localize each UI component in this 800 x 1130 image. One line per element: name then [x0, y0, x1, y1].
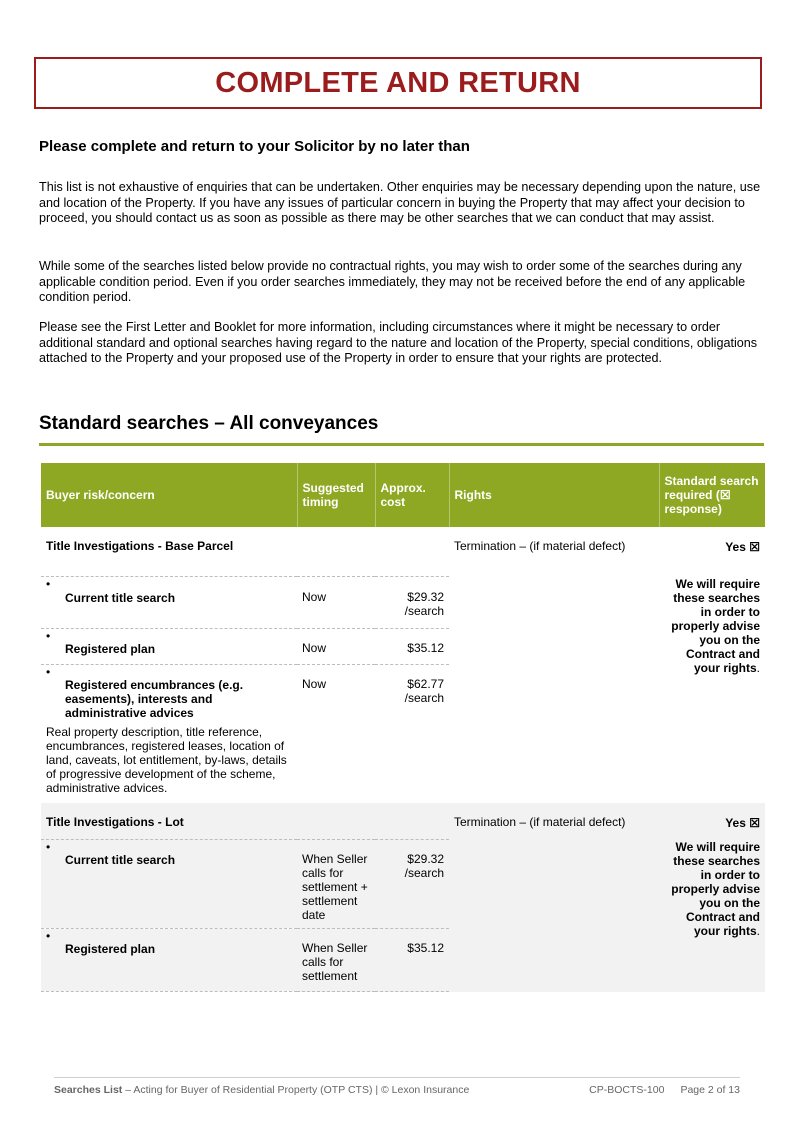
search-description: Real property description, title reference, encumbrances, registered leases, location of land, caveats, lot entitlement, by-laws, details of progressive development of the scheme, administrative advices. — [46, 725, 287, 795]
search-timing: Now — [297, 665, 375, 724]
search-name: • Current title search — [41, 840, 297, 929]
search-name: • Registered plan — [41, 929, 297, 992]
section-divider — [39, 443, 764, 446]
header-timing: Suggested timing — [297, 463, 375, 527]
intro-paragraph-3: Please see the First Letter and Booklet for more information, including circumstances where it might be necessary to order additional standard and optional searches having regard to the nature and location of the Property, special conditions, obligations attached to the Property and your proposed use of the Property in order to ensure that your rights are protected. — [39, 320, 758, 366]
search-timing: When Seller calls for settlement — [297, 929, 375, 992]
required-checkbox: Yes ☒ — [725, 540, 760, 554]
group-title: Title Investigations - Lot — [41, 803, 297, 840]
group-title: Title Investigations - Base Parcel — [46, 539, 234, 553]
require-note: We will require these searches in order to properly advise you on the Contract and your rights. — [659, 840, 765, 992]
search-name: • Registered plan — [41, 629, 297, 665]
bullet: • — [46, 665, 51, 679]
table-row — [41, 840, 765, 929]
title-banner — [34, 57, 762, 109]
search-timing: Now — [297, 577, 375, 629]
required-checkbox: Yes ☒ — [659, 803, 765, 840]
rights-text: Termination – (if material defect) — [454, 539, 626, 553]
bullet: • — [46, 629, 51, 643]
footer-doc-code: CP-BOCTS-100 — [589, 1084, 665, 1096]
section-title: Standard searches – All conveyances — [39, 413, 379, 434]
search-timing: Now — [297, 629, 375, 665]
bullet: • — [46, 840, 51, 854]
page-footer — [54, 1077, 740, 1096]
group-title-row — [41, 527, 765, 577]
footer-page-number: Page 2 of 13 — [680, 1084, 740, 1096]
search-cost: $29.32 /search — [375, 840, 449, 929]
bullet: • — [46, 929, 51, 943]
search-cost: $35.12 — [375, 629, 449, 665]
search-cost: $29.32 /search — [375, 577, 449, 629]
search-cost: $62.77 /search — [375, 665, 449, 724]
header-cost: Approx. cost — [375, 463, 449, 527]
footer-page-info — [589, 1084, 740, 1096]
return-instructions-heading: Please complete and return to your Solicitor by no later than — [39, 138, 470, 155]
group-title-row — [41, 803, 765, 840]
intro-paragraph-2: While some of the searches listed below provide no contractual rights, you may wish to order some of the searches during any applicable condition period. Even if you order searches immediately, they may not be received before the end of any applicable condition period. — [39, 259, 746, 305]
footer-doc-info: Searches List – Acting for Buyer of Residential Property (OTP CTS) | © Lexon Insurance — [54, 1084, 470, 1096]
header-rights: Rights — [449, 463, 659, 527]
require-note: We will require these searches in order to properly advise you on the Contract and your rights. — [671, 576, 760, 675]
search-name: • Registered encumbrances (e.g. easements), interests and administrative advices — [41, 665, 297, 724]
intro-paragraph-1: This list is not exhaustive of enquiries that can be undertaken. Other enquiries may be necessary depending upon the nature, use and location of the Property. If you have any issues of particular concern in buying the Property that may affect your decision to proceed, you should contact us as soon as possible as there may be other searches that we can conduct that may assist. — [39, 180, 761, 226]
page-title: COMPLETE AND RETURN — [215, 66, 581, 99]
search-name: • Current title search — [41, 577, 297, 629]
rights-text: Termination – (if material defect) — [449, 803, 659, 840]
table-row — [41, 577, 765, 629]
header-risk: Buyer risk/concern — [41, 463, 297, 527]
search-timing: When Seller calls for settlement + settlement date — [297, 840, 375, 929]
searches-table — [41, 463, 765, 992]
bullet: • — [46, 577, 51, 591]
search-cost: $35.12 — [375, 929, 449, 992]
table-header-row — [41, 463, 765, 527]
header-required: Standard search required (☒ response) — [659, 463, 765, 527]
